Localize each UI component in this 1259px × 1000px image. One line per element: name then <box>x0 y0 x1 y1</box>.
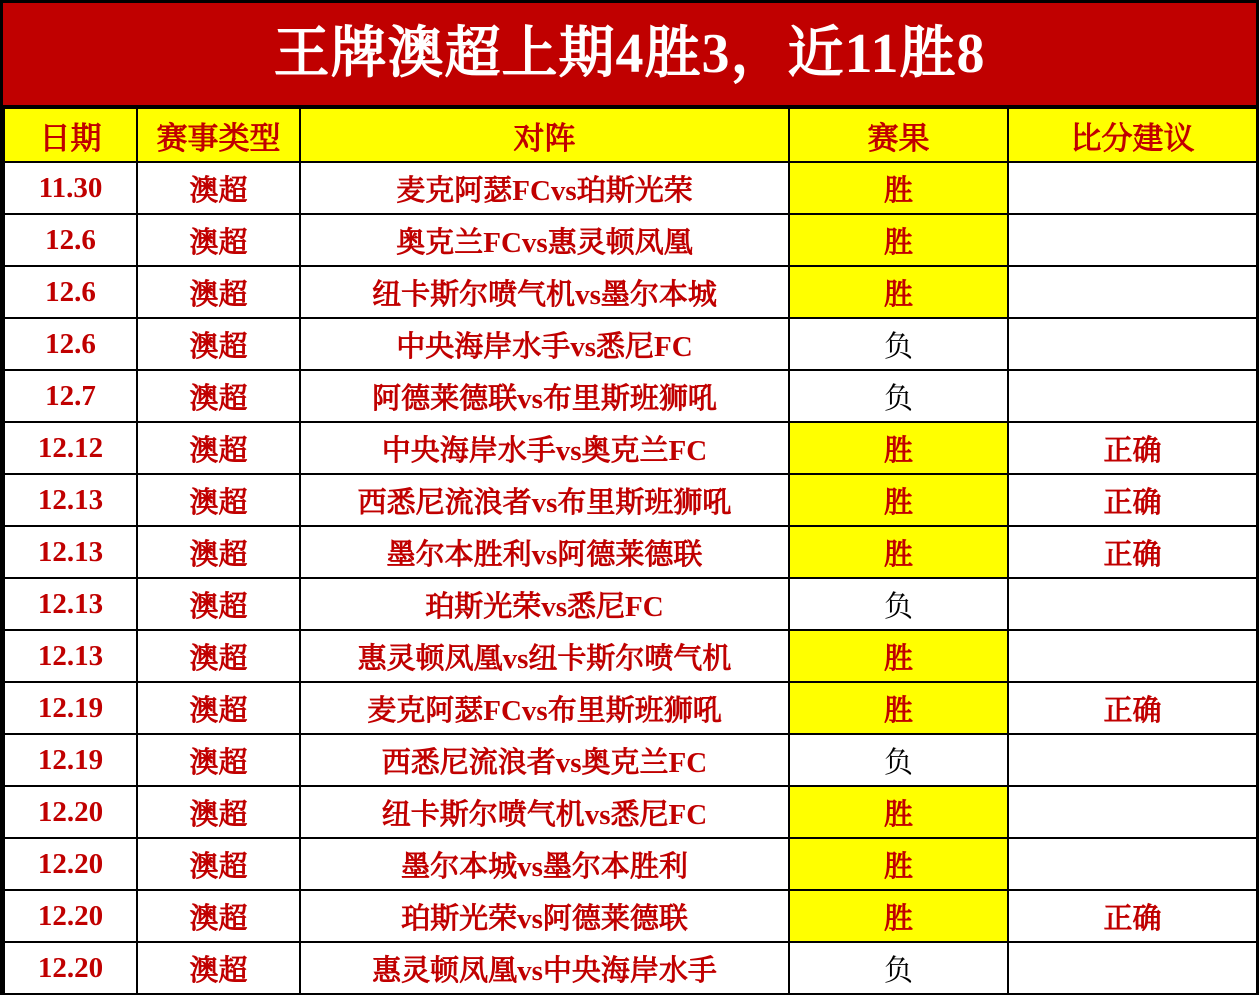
cell-advice <box>1008 786 1257 838</box>
cell-advice <box>1008 370 1257 422</box>
results-table <box>3 107 1258 995</box>
cell-result: 胜 <box>789 214 1008 266</box>
cell-date: 12.6 <box>4 318 137 370</box>
cell-type: 澳超 <box>137 786 300 838</box>
cell-advice <box>1008 318 1257 370</box>
cell-advice <box>1008 838 1257 890</box>
table-row <box>4 942 1257 994</box>
table-row <box>4 318 1257 370</box>
cell-date: 12.13 <box>4 474 137 526</box>
cell-type: 澳超 <box>137 578 300 630</box>
cell-advice <box>1008 578 1257 630</box>
cell-result: 负 <box>789 370 1008 422</box>
cell-date: 12.20 <box>4 942 137 994</box>
cell-type: 澳超 <box>137 474 300 526</box>
cell-advice: 正确 <box>1008 890 1257 942</box>
table-header-row <box>4 108 1257 162</box>
cell-result: 负 <box>789 734 1008 786</box>
cell-result: 胜 <box>789 526 1008 578</box>
table-row <box>4 266 1257 318</box>
cell-advice: 正确 <box>1008 474 1257 526</box>
cell-match: 珀斯光荣vs阿德莱德联 <box>300 890 789 942</box>
cell-match: 西悉尼流浪者vs布里斯班狮吼 <box>300 474 789 526</box>
cell-date: 12.19 <box>4 682 137 734</box>
cell-advice <box>1008 734 1257 786</box>
cell-type: 澳超 <box>137 370 300 422</box>
cell-match: 惠灵顿凤凰vs中央海岸水手 <box>300 942 789 994</box>
column-header-type: 赛事类型 <box>137 108 300 162</box>
cell-type: 澳超 <box>137 890 300 942</box>
table-row <box>4 214 1257 266</box>
cell-type: 澳超 <box>137 266 300 318</box>
column-header-date: 日期 <box>4 108 137 162</box>
cell-result: 胜 <box>789 266 1008 318</box>
table-row <box>4 578 1257 630</box>
cell-date: 12.7 <box>4 370 137 422</box>
cell-match: 麦克阿瑟FCvs布里斯班狮吼 <box>300 682 789 734</box>
table-body <box>4 162 1257 994</box>
cell-date: 12.19 <box>4 734 137 786</box>
cell-type: 澳超 <box>137 838 300 890</box>
table-row <box>4 734 1257 786</box>
table-row <box>4 162 1257 214</box>
cell-advice: 正确 <box>1008 526 1257 578</box>
cell-advice <box>1008 266 1257 318</box>
cell-result: 胜 <box>789 786 1008 838</box>
cell-type: 澳超 <box>137 942 300 994</box>
cell-type: 澳超 <box>137 526 300 578</box>
cell-result: 胜 <box>789 422 1008 474</box>
table-row <box>4 890 1257 942</box>
cell-date: 12.6 <box>4 214 137 266</box>
table-row <box>4 526 1257 578</box>
cell-match: 纽卡斯尔喷气机vs悉尼FC <box>300 786 789 838</box>
table-row <box>4 474 1257 526</box>
column-header-result: 赛果 <box>789 108 1008 162</box>
table-row <box>4 838 1257 890</box>
cell-advice <box>1008 214 1257 266</box>
cell-match: 阿德莱德联vs布里斯班狮吼 <box>300 370 789 422</box>
cell-result: 胜 <box>789 474 1008 526</box>
cell-match: 中央海岸水手vs悉尼FC <box>300 318 789 370</box>
cell-date: 12.13 <box>4 526 137 578</box>
cell-date: 12.6 <box>4 266 137 318</box>
cell-type: 澳超 <box>137 162 300 214</box>
cell-type: 澳超 <box>137 734 300 786</box>
table-row <box>4 630 1257 682</box>
cell-result: 胜 <box>789 838 1008 890</box>
cell-advice <box>1008 162 1257 214</box>
cell-match: 纽卡斯尔喷气机vs墨尔本城 <box>300 266 789 318</box>
cell-type: 澳超 <box>137 630 300 682</box>
column-header-advice: 比分建议 <box>1008 108 1257 162</box>
cell-result: 负 <box>789 578 1008 630</box>
table-row <box>4 786 1257 838</box>
cell-type: 澳超 <box>137 318 300 370</box>
cell-result: 胜 <box>789 162 1008 214</box>
cell-match: 惠灵顿凤凰vs纽卡斯尔喷气机 <box>300 630 789 682</box>
cell-date: 12.13 <box>4 578 137 630</box>
cell-advice: 正确 <box>1008 682 1257 734</box>
cell-date: 11.30 <box>4 162 137 214</box>
cell-match: 奥克兰FCvs惠灵顿凤凰 <box>300 214 789 266</box>
cell-type: 澳超 <box>137 214 300 266</box>
cell-result: 胜 <box>789 682 1008 734</box>
table-row <box>4 682 1257 734</box>
cell-result: 负 <box>789 942 1008 994</box>
cell-date: 12.12 <box>4 422 137 474</box>
table-row <box>4 422 1257 474</box>
cell-match: 墨尔本胜利vs阿德莱德联 <box>300 526 789 578</box>
cell-result: 负 <box>789 318 1008 370</box>
cell-date: 12.20 <box>4 890 137 942</box>
cell-match: 西悉尼流浪者vs奥克兰FC <box>300 734 789 786</box>
cell-date: 12.13 <box>4 630 137 682</box>
cell-advice <box>1008 630 1257 682</box>
cell-type: 澳超 <box>137 682 300 734</box>
cell-match: 墨尔本城vs墨尔本胜利 <box>300 838 789 890</box>
cell-date: 12.20 <box>4 786 137 838</box>
column-header-match: 对阵 <box>300 108 789 162</box>
page-title: 王牌澳超上期4胜3，近11胜8 <box>3 3 1256 107</box>
cell-match: 麦克阿瑟FCvs珀斯光荣 <box>300 162 789 214</box>
cell-result: 胜 <box>789 630 1008 682</box>
cell-advice <box>1008 942 1257 994</box>
cell-type: 澳超 <box>137 422 300 474</box>
table-row <box>4 370 1257 422</box>
cell-match: 珀斯光荣vs悉尼FC <box>300 578 789 630</box>
cell-date: 12.20 <box>4 838 137 890</box>
cell-match: 中央海岸水手vs奥克兰FC <box>300 422 789 474</box>
cell-result: 胜 <box>789 890 1008 942</box>
cell-advice: 正确 <box>1008 422 1257 474</box>
